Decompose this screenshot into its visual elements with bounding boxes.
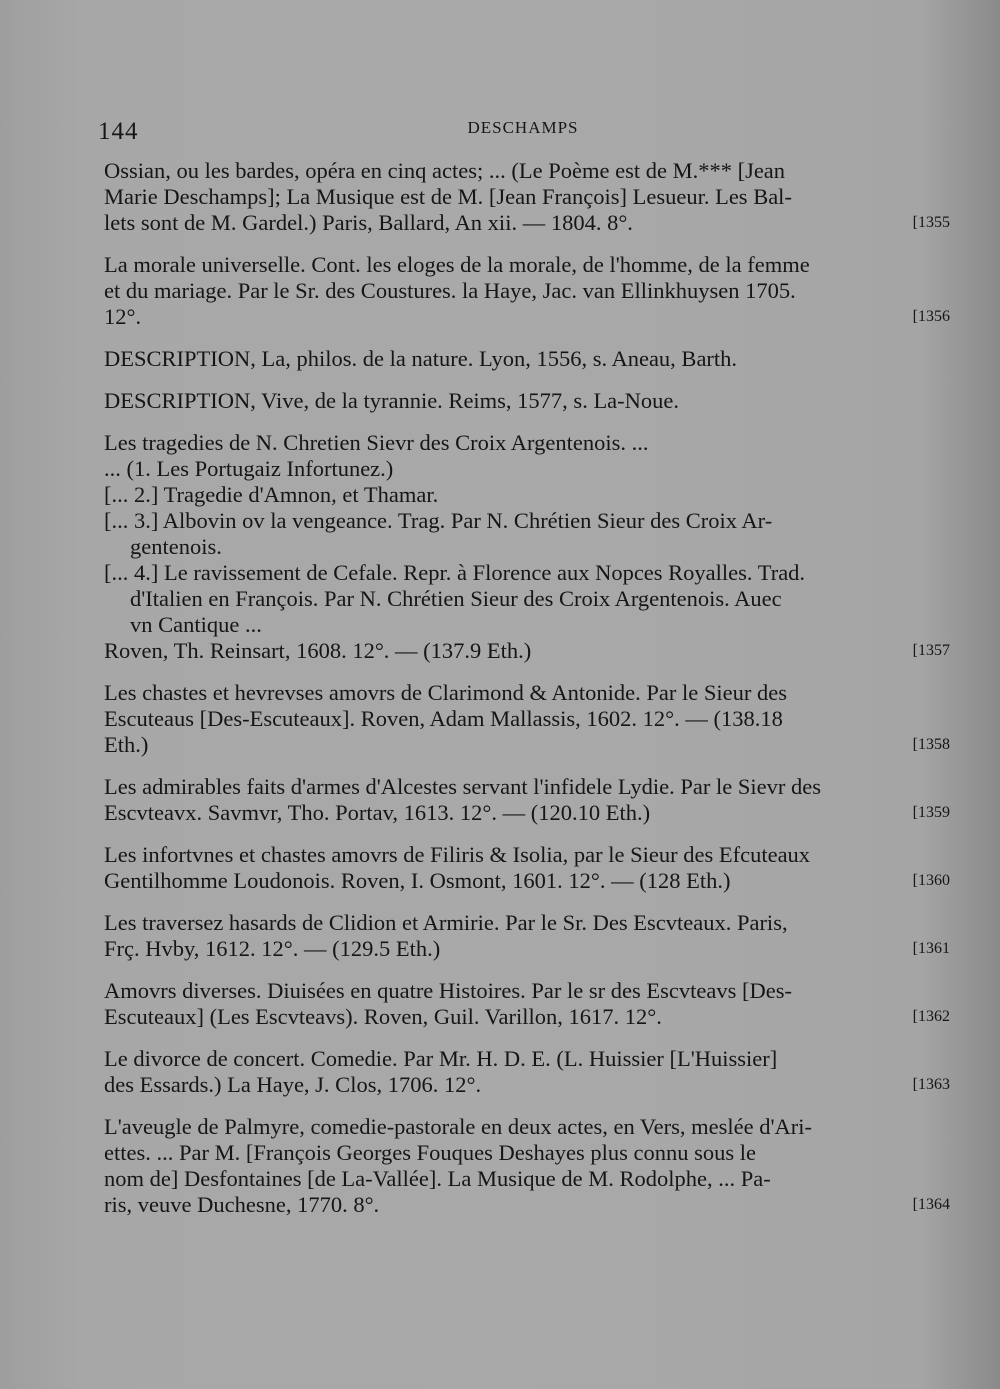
entry-number: [1355: [912, 214, 950, 231]
entry-line: Gentilhomme Loudonois. Roven, I. Osmont, 1601. 12°. — (128 Eth.): [104, 868, 731, 893]
entry-number: [1356: [912, 308, 950, 325]
entry-line: et du mariage. Par le Sr. des Coustures. la Haye, Jac. van Ellinkhuysen 1705.: [104, 278, 796, 303]
entry-line: Frç. Hvby, 1612. 12°. — (129.5 Eth.): [104, 936, 441, 961]
entry-line: Les traversez hasards de Clidion et Armirie. Par le Sr. Des Escvteaux. Paris,: [104, 910, 788, 935]
entry-line: ris, veuve Duchesne, 1770. 8°.: [104, 1192, 380, 1217]
entry-line: d'Italien en François. Par N. Chrétien Sieur des Croix Argentenois. Auec: [130, 586, 782, 611]
entry-line: ettes. ... Par M. [François Georges Fouques Deshayes plus connu sous le: [104, 1140, 756, 1165]
entry-line: [... 3.] Albovin ov la vengeance. Trag. Par N. Chrétien Sieur des Croix Ar-: [104, 508, 773, 533]
entry-1355: [104, 158, 950, 236]
entry-number: [1364: [912, 1196, 950, 1213]
entry-line: Roven, Th. Reinsart, 1608. 12°. — (137.9 Eth.): [104, 638, 532, 663]
entry-line: Les chastes et hevrevses amovrs de Clarimond & Antonide. Par le Sieur des: [104, 680, 787, 705]
running-head: DESCHAMPS: [467, 118, 579, 137]
entry-line: lets sont de M. Gardel.) Paris, Ballard, An xii. — 1804. 8°.: [104, 210, 633, 235]
entry-line: [... 2.] Tragedie d'Amnon, et Thamar.: [104, 482, 439, 507]
entry-line: 12°.: [104, 304, 142, 329]
entry-line: DESCRIPTION, Vive, de la tyrannie. Reims, 1577, s. La-Noue.: [104, 388, 680, 413]
entry-line: Amovrs diverses. Diuisées en quatre Histoires. Par le sr des Escvteavs [Des-: [104, 978, 792, 1003]
entry-number: [1361: [912, 940, 950, 957]
entry-description-nature: [104, 346, 944, 372]
entry-line: vn Cantique ...: [130, 612, 262, 637]
entry-line: Marie Deschamps]; La Musique est de M. [Jean François] Lesueur. Les Bal-: [104, 184, 792, 209]
entry-line: Ossian, ou les bardes, opéra en cinq actes; ... (Le Poème est de M.*** [Jean: [104, 158, 786, 183]
entry-line: Le divorce de concert. Comedie. Par Mr. H. D. E. (L. Huissier [L'Huissier]: [104, 1046, 778, 1071]
page-header: [98, 112, 948, 152]
entry-1361: [104, 910, 950, 962]
entry-line: L'aveugle de Palmyre, comedie-pastorale en deux actes, en Vers, meslée d'Ari-: [104, 1114, 813, 1139]
entry-line: des Essards.) La Haye, J. Clos, 1706. 12°.: [104, 1072, 482, 1097]
entry-line: [... 4.] Le ravissement de Cefale. Repr. à Florence aux Nopces Royalles. Trad.: [104, 560, 806, 585]
entry-number: [1363: [912, 1076, 950, 1093]
entry-number: [1358: [912, 736, 950, 753]
entry-line: Les infortvnes et chastes amovrs de Filiris & Isolia, par le Sieur des Efcuteaux: [104, 842, 811, 867]
entry-line: Escuteaux] (Les Escvteavs). Roven, Guil. Varillon, 1617. 12°.: [104, 1004, 662, 1029]
entry-line: Les tragedies de N. Chretien Sievr des Croix Argentenois. ...: [104, 430, 649, 455]
entry-number: [1359: [912, 804, 950, 821]
entry-line: Eth.): [104, 732, 149, 757]
entry-line: Escuteaus [Des-Escuteaux]. Roven, Adam Mallassis, 1602. 12°. — (138.18: [104, 706, 783, 731]
page-number: 144: [98, 118, 139, 145]
entry-description-tyrannie: [104, 388, 944, 414]
entry-1362: [104, 978, 950, 1030]
entry-1357: [104, 430, 950, 664]
entry-line: ... (1. Les Portugaiz Infortunez.): [104, 456, 394, 481]
entry-1360: [104, 842, 950, 894]
entry-number: [1362: [912, 1008, 950, 1025]
entry-1363: [104, 1046, 950, 1098]
entry-line: La morale universelle. Cont. les eloges de la morale, de l'homme, de la femme: [104, 252, 810, 277]
entry-1358: [104, 680, 950, 758]
entry-line: Les admirables faits d'armes d'Alcestes servant l'infidele Lydie. Par le Sievr des: [104, 774, 821, 799]
entry-line: gentenois.: [130, 534, 222, 559]
entry-number: [1357: [912, 642, 950, 659]
entry-line: Escvteavx. Savmvr, Tho. Portav, 1613. 12°. — (120.10 Eth.): [104, 800, 651, 825]
entry-1356: [104, 252, 950, 330]
entry-1364: [104, 1114, 950, 1218]
entry-line: DESCRIPTION, La, philos. de la nature. Lyon, 1556, s. Aneau, Barth.: [104, 346, 738, 371]
bibliography-list: [104, 158, 950, 1234]
entry-1359: [104, 774, 950, 826]
entry-number: [1360: [912, 872, 950, 889]
entry-line: nom de] Desfontaines [de La-Vallée]. La Musique de M. Rodolphe, ... Pa-: [104, 1166, 771, 1191]
